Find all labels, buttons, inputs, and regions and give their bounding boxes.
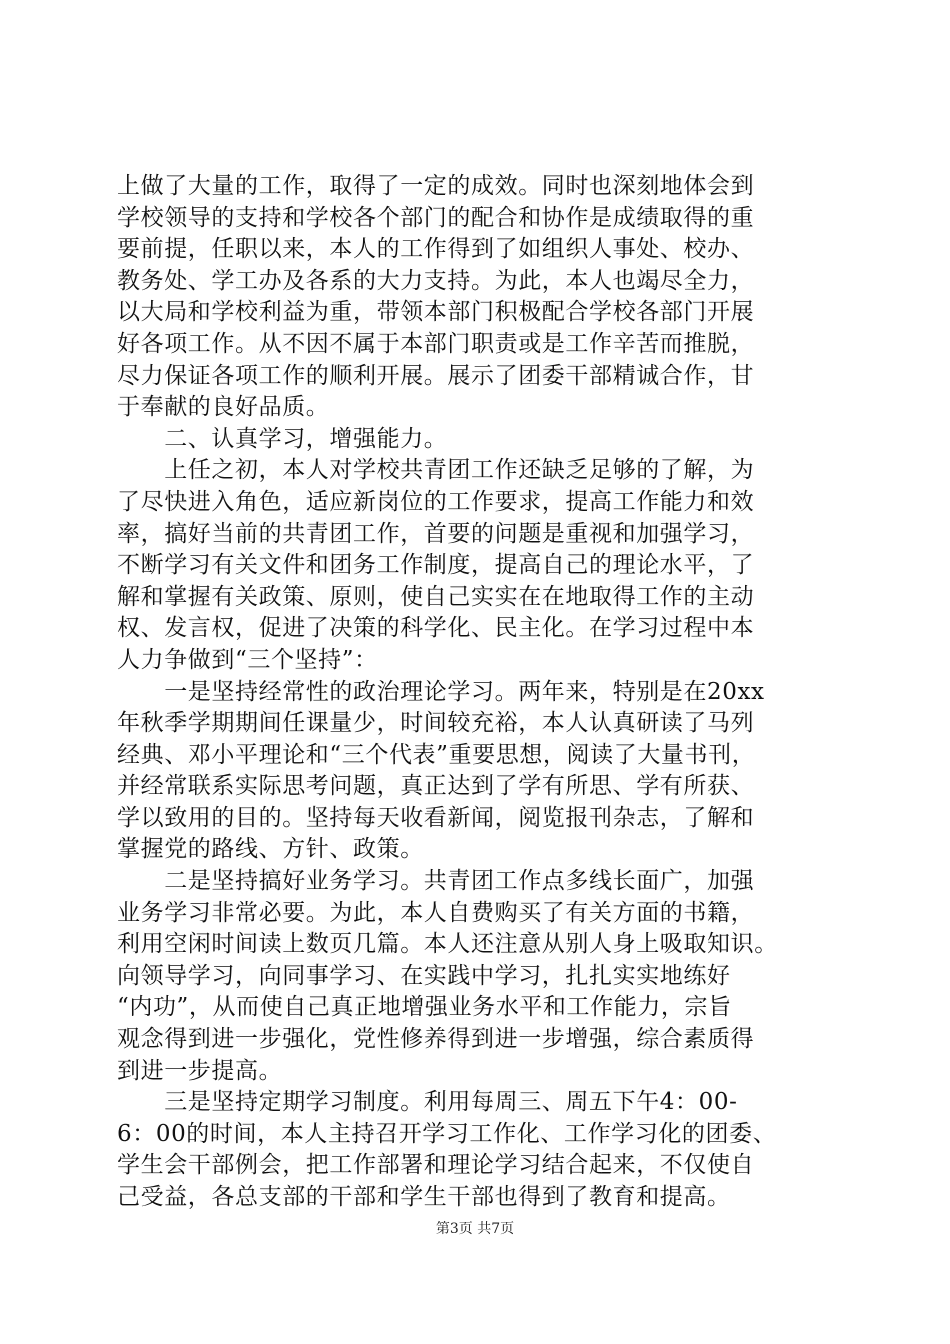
text-line: 了尽快进入角色，适应新岗位的工作要求，提高工作能力和效 — [117, 488, 755, 515]
text-line: 并经常联系实际思考问题，真正达到了学有所思、学有所获、 — [117, 773, 755, 800]
text-line: 解和掌握有关政策、原则，使自己实实在在地取得工作的主动 — [117, 583, 755, 610]
text-line: 权、发言权，促进了决策的科学化、民主化。在学习过程中本 — [117, 615, 755, 642]
text-line: 于奉献的良好品质。 — [117, 394, 330, 421]
section-heading: 二、认真学习，增强能力。 — [117, 425, 448, 452]
text-line: 不断学习有关文件和团务工作制度，提高自己的理论水平，了 — [117, 552, 755, 579]
text-line: 人力争做到“三个坚持”： — [117, 646, 378, 673]
text-line: 尽力保证各项工作的顺利开展。展示了团委干部精诚合作，甘 — [117, 362, 755, 389]
text-line: 上做了大量的工作，取得了一定的成效。同时也深刻地体会到 — [117, 173, 755, 199]
text-line: 到进一步提高。 — [117, 1057, 283, 1084]
text-line: 向领导学习，向同事学习、在实践中学习，扎扎实实地练好 — [117, 962, 731, 989]
text-line: 以大局和学校利益为重，带领本部门积极配合学校各部门开展 — [117, 299, 755, 326]
text-line: 业务学习非常必要。为此，本人自费购买了有关方面的书籍， — [117, 899, 755, 926]
text-line: 学生会干部例会，把工作部署和理论学习结合起来，不仅使自 — [117, 1152, 755, 1179]
text-line: 率，搞好当前的共青团工作，首要的问题是重视和加强学习， — [117, 520, 755, 547]
text-line: 6：00的时间，本人主持召开学习工作化、工作学习化的团委、 — [117, 1120, 777, 1147]
text-line: 一是坚持经常性的政治理论学习。两年来，特别是在20xx — [117, 678, 765, 705]
text-line: 三是坚持定期学习制度。利用每周三、周五下午4：00- — [117, 1089, 738, 1116]
text-line: 年秋季学期期间任课量少，时间较充裕，本人认真研读了马列 — [117, 710, 755, 737]
page-footer — [0, 1218, 950, 1238]
text-line: 要前提，任职以来，本人的工作得到了如组织人事处、校办、 — [117, 236, 755, 263]
text-line: 掌握党的路线、方针、政策。 — [117, 836, 424, 863]
text-line: 己受益，各总支部的干部和学生干部也得到了教育和提高。 — [117, 1184, 731, 1210]
text-line: “内功”，从而使自己真正地增强业务水平和工作能力，宗旨 — [117, 994, 732, 1021]
text-line: 上任之初，本人对学校共青团工作还缺乏足够的了解，为 — [117, 457, 755, 484]
text-line: 经典、邓小平理论和“三个代表”重要思想，阅读了大量书刊， — [117, 741, 756, 768]
text-line: 二是坚持搞好业务学习。共青团工作点多线长面广，加强 — [117, 868, 755, 895]
text-line: 教务处、学工办及各系的大力支持。为此，本人也竭尽全力， — [117, 267, 755, 294]
text-line: 学以致用的目的。坚持每天收看新闻，阅览报刊杂志，了解和 — [117, 804, 755, 831]
text-line: 利用空闲时间读上数页几篇。本人还注意从别人身上吸取知识。 — [117, 931, 778, 958]
text-line: 好各项工作。从不因不属于本部门职责或是工作辛苦而推脱， — [117, 330, 755, 357]
document-body — [117, 171, 837, 1214]
text-line: 观念得到进一步强化，党性修养得到进一步增强，综合素质得 — [117, 1026, 755, 1053]
page-number: 第3页 共7页 — [435, 1221, 515, 1237]
text-line: 学校领导的支持和学校各个部门的配合和协作是成绩取得的重 — [117, 204, 755, 231]
